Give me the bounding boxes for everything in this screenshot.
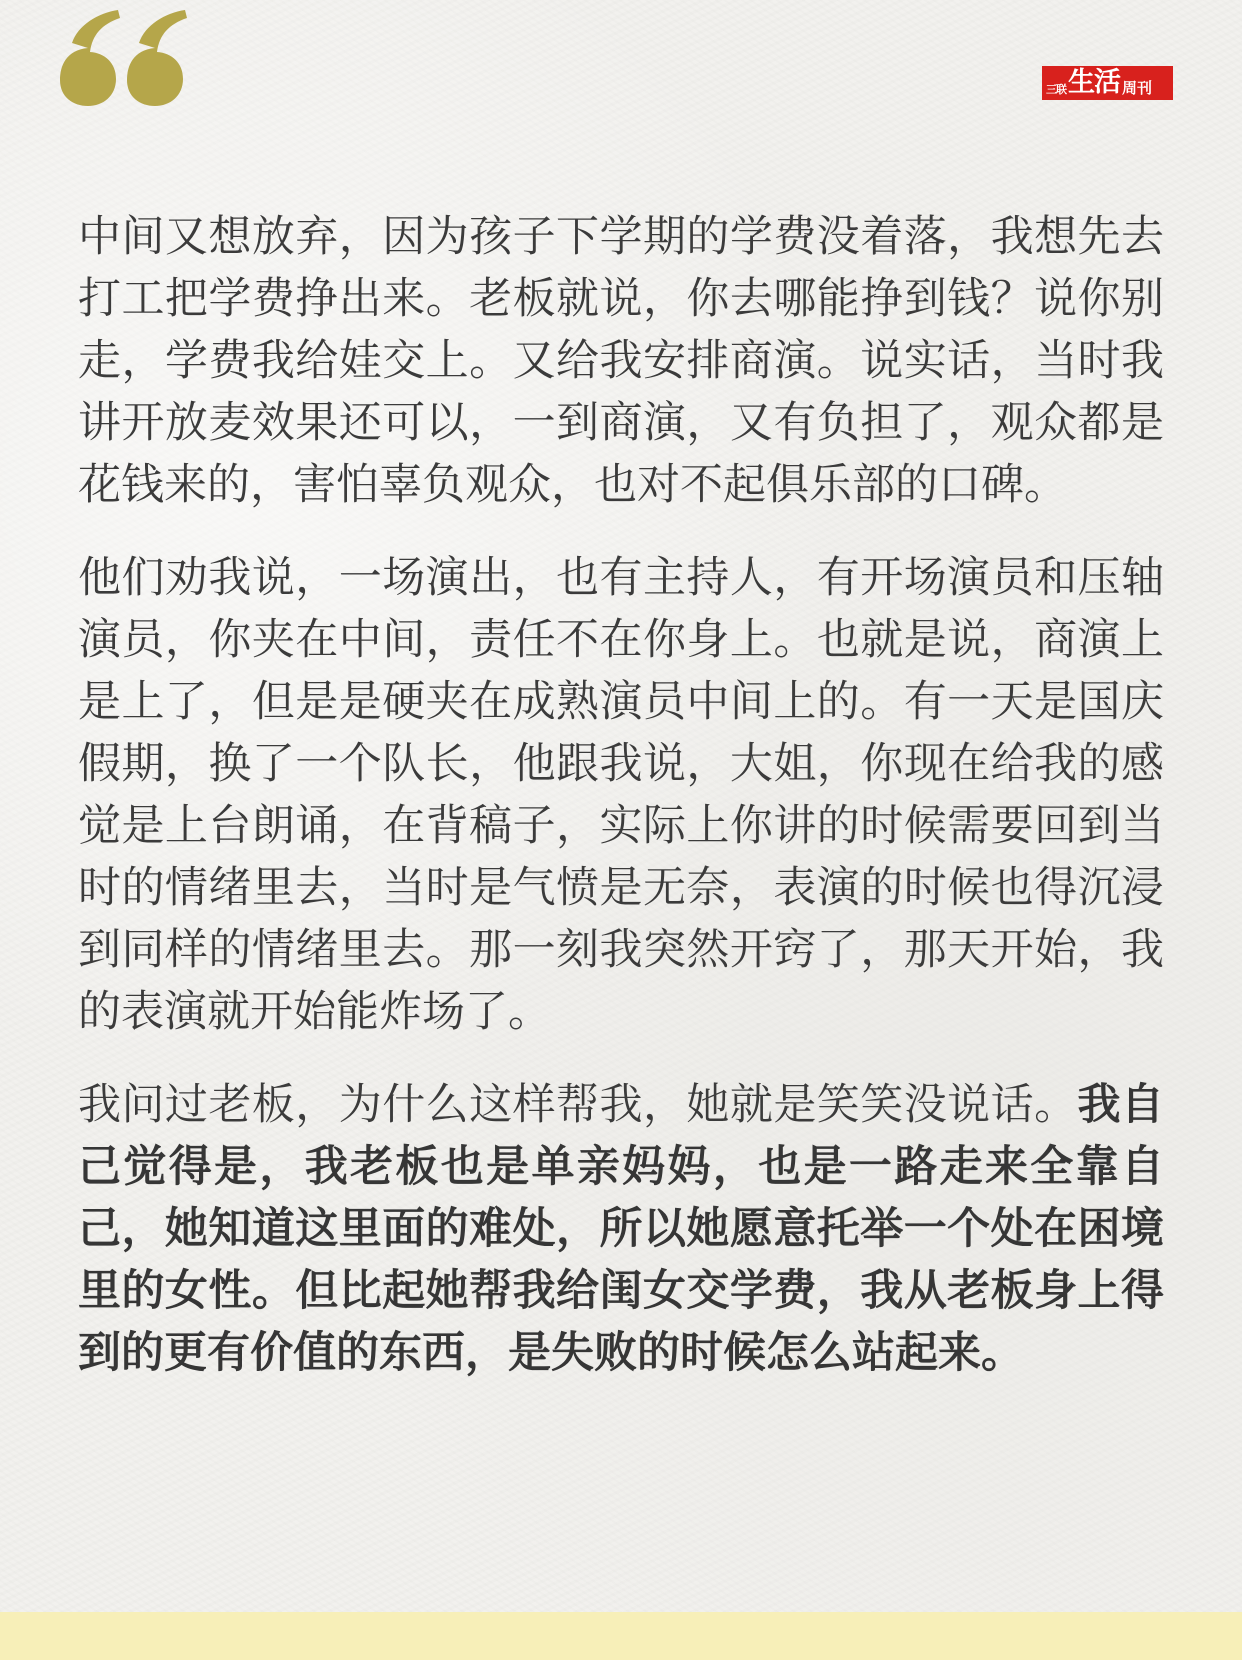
article-body [78, 206, 1164, 1415]
article-paragraph [78, 1074, 1164, 1384]
logo-title: 生活 [1068, 67, 1120, 98]
paragraph-text: 我问过老板，为什么这样帮我，她就是笑笑没说话。 [78, 1080, 1078, 1130]
bottom-band [0, 1612, 1242, 1660]
paragraph-text: 中间又想放弃，因为孩子下学期的学费没着落，我想先去打工把学费挣出来。老板就说，你去哪能挣到钱？说你别走，学费我给娃交上。又给我安排商演。说实话，当时我讲开放麦效果还可以，一到商演，又有负担了，观众都是花钱来的，害怕辜负观众，也对不起俱乐部的口碑。 [78, 212, 1164, 510]
article-paragraph [78, 206, 1164, 516]
logo-prefix: 三联 [1046, 83, 1066, 96]
logo-subtitle: 周刊 [1122, 79, 1153, 97]
publication-logo [1042, 66, 1173, 100]
paragraph-emphasis-text: 我自己觉得是，我老板也是单亲妈妈，也是一路走来全靠自己，她知道这里面的难处，所以她愿意托举一个处在困境里的女性。但比起她帮我给闺女交学费，我从老板身上得到的更有价值的东西，是失败的时候怎么站起来。 [78, 1080, 1165, 1378]
article-paragraph [78, 547, 1164, 1043]
left-double-quotation-mark-icon [60, 8, 190, 108]
paragraph-text: 他们劝我说，一场演出，也有主持人，有开场演员和压轴演员，你夹在中间，责任不在你身上。也就是说，商演上是上了，但是是硬夹在成熟演员中间上的。有一天是国庆假期，换了一个队长，他跟我说，大姐，你现在给我的感觉是上台朗诵，在背稿子，实际上你讲的时候需要回到当时的情绪里去，当时是气愤是无奈，表演的时候也得沉浸到同样的情绪里去。那一刻我突然开窍了，那天开始，我的表演就开始能炸场了。 [78, 553, 1164, 1037]
